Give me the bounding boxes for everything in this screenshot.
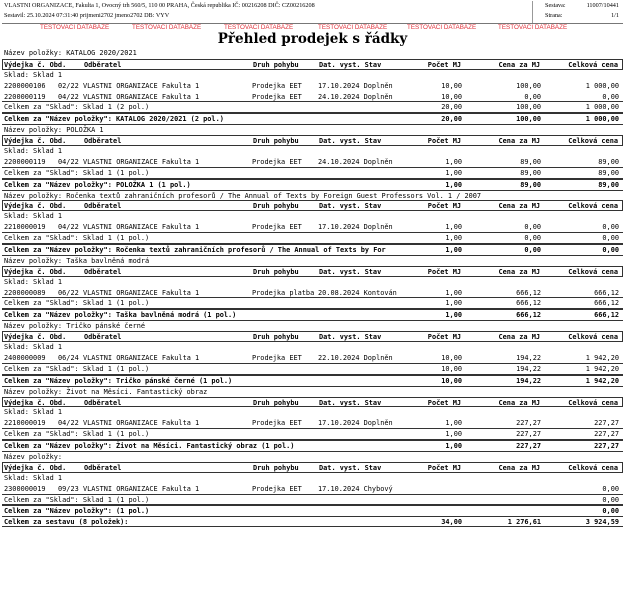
- col-date-state: Dat. vyst. Stav: [319, 60, 382, 69]
- col-total: Celková cena: [568, 333, 618, 342]
- total-cell: 227,27: [594, 442, 619, 451]
- unit-price-cell: 194,22: [516, 353, 541, 362]
- col-total: Celková cena: [568, 463, 618, 472]
- col-unit-price: Cena za MJ: [498, 137, 540, 146]
- unit-price-cell: 0,00: [524, 223, 541, 232]
- partner: VLASTNI ORGANIZACE Fakulta 1: [83, 157, 200, 166]
- column-header-row: [2, 266, 623, 277]
- partner: VLASTNI ORGANIZACE Fakulta 1: [83, 288, 200, 297]
- col-partner: Odběratel: [84, 398, 122, 407]
- warehouse-subtotal-label: Celkem za "Sklad": Sklad 1 (1 pol.): [4, 168, 150, 177]
- col-unit-price: Cena za MJ: [498, 333, 540, 342]
- warehouse-name: Sklad: Sklad 1: [4, 70, 63, 79]
- total-cell: 1 000,00: [585, 81, 619, 90]
- partner: VLASTNI ORGANIZACE Fakulta 1: [83, 484, 200, 493]
- item-group-label: [2, 124, 623, 135]
- period: 06/22: [58, 288, 79, 297]
- warehouse-subtotal-row: [2, 298, 623, 309]
- total-cell: 0,00: [602, 495, 619, 504]
- qty-cell: 1,00: [445, 430, 462, 439]
- qty-cell: 1,00: [445, 288, 462, 297]
- movement-type: Prodejka EET: [252, 223, 302, 232]
- warehouse-label: [2, 70, 623, 81]
- banner-label: TESTOVACI DATABÁZE: [407, 24, 477, 31]
- page-number-value: 1/1: [611, 12, 619, 19]
- col-total: Celková cena: [568, 202, 618, 211]
- unit-price-cell: 0,00: [524, 92, 541, 101]
- warehouse-label: [2, 211, 623, 222]
- period: 04/22: [58, 419, 79, 428]
- qty-cell: 1,00: [445, 157, 462, 166]
- qty-cell: 10,00: [441, 364, 462, 373]
- column-header-row: [2, 135, 623, 146]
- item-group-label: [2, 190, 623, 201]
- banner-label: TESTOVACI DATABÁZE: [224, 24, 294, 31]
- doc-number: 2200000119: [4, 157, 46, 166]
- item-subtotal-label: Celkem za "Název položky": Život na Měsíci. Fantastický obraz (1 pol.): [4, 442, 295, 451]
- col-qty: Počet MJ: [427, 463, 461, 472]
- total-cell: 3 924,59: [585, 518, 619, 527]
- report-header: [2, 1, 623, 24]
- warehouse-name: Sklad: Sklad 1: [4, 212, 63, 221]
- doc-number: 2300000019: [4, 484, 46, 493]
- movement-type: Prodejka EET: [252, 157, 302, 166]
- warehouse-name: Sklad: Sklad 1: [4, 408, 63, 417]
- doc-number: 2200000106: [4, 81, 46, 90]
- qty-cell: 1,00: [445, 223, 462, 232]
- partner: VLASTNI ORGANIZACE Fakulta 1: [83, 223, 200, 232]
- qty-cell: 1,00: [445, 246, 462, 255]
- unit-price-cell: 89,00: [520, 168, 541, 177]
- column-header-row: [2, 397, 623, 408]
- unit-price-cell: 666,12: [516, 299, 541, 308]
- item-subtotal-label: Celkem za "Název položky": POLOŽKA 1 (1 pol.): [4, 180, 191, 189]
- col-date-state: Dat. vyst. Stav: [319, 267, 382, 276]
- item-group-label: [2, 48, 623, 59]
- col-movement: Druh pohybu: [253, 398, 299, 407]
- item-name: Název položky: Tričko pánské černé: [4, 322, 146, 331]
- partner: VLASTNI ORGANIZACE Fakulta 1: [83, 81, 200, 90]
- partner: VLASTNI ORGANIZACE Fakulta 1: [83, 419, 200, 428]
- movement-type: Prodejka platba: [252, 288, 315, 297]
- col-doc: Výdejka č. Obd.: [4, 333, 67, 342]
- col-doc: Výdejka č. Obd.: [4, 137, 67, 146]
- col-total: Celková cena: [568, 137, 618, 146]
- date-state: 17.10.2024 Doplněn: [318, 223, 393, 232]
- item-subtotal-label: Celkem za "Název položky": Taška bavlněná modrá (1 pol.): [4, 311, 237, 320]
- report-number-value: 11007/10441: [586, 2, 619, 9]
- unit-price-cell: 227,27: [516, 430, 541, 439]
- col-total: Celková cena: [568, 398, 618, 407]
- warehouse-name: Sklad: Sklad 1: [4, 473, 63, 482]
- warehouse-subtotal-label: Celkem za "Sklad": Sklad 1 (2 pol.): [4, 103, 150, 112]
- item-group-label: [2, 320, 623, 331]
- warehouse-subtotal-label: Celkem za "Sklad": Sklad 1 (1 pol.): [4, 430, 150, 439]
- col-total: Celková cena: [568, 60, 618, 69]
- grand-total-label: Celkem za sestavu (8 položek):: [4, 518, 129, 527]
- total-cell: 0,00: [602, 484, 619, 493]
- col-qty: Počet MJ: [427, 137, 461, 146]
- col-unit-price: Cena za MJ: [498, 267, 540, 276]
- total-cell: 227,27: [594, 419, 619, 428]
- item-subtotal-label: Celkem za "Název položky": Ročenka textů zahraničních profesorů / The Annual of Texts by For: [4, 246, 386, 255]
- column-header-row: [2, 331, 623, 342]
- total-cell: 1 942,20: [585, 353, 619, 362]
- table-row: [2, 222, 623, 233]
- report-table: [2, 48, 623, 527]
- period: 02/22: [58, 81, 79, 90]
- report-page: [2, 1, 623, 527]
- col-unit-price: Cena za MJ: [498, 463, 540, 472]
- date-state: 17.10.2024 Chybový: [318, 484, 393, 493]
- qty-cell: 1,00: [445, 442, 462, 451]
- total-cell: 0,00: [602, 246, 619, 255]
- warehouse-name: Sklad: Sklad 1: [4, 147, 63, 156]
- col-movement: Druh pohybu: [253, 267, 299, 276]
- warehouse-subtotal-label: Celkem za "Sklad": Sklad 1 (1 pol.): [4, 495, 150, 504]
- movement-type: Prodejka EET: [252, 81, 302, 90]
- warehouse-subtotal-row: [2, 168, 623, 179]
- warehouse-subtotal-row: [2, 429, 623, 440]
- col-movement: Druh pohybu: [253, 202, 299, 211]
- item-name: Název položky: Ročenka textů zahraničních profesorů / The Annual of Texts by Foreign Guest Professors Vol. 1 / 2007: [4, 191, 482, 200]
- unit-price-cell: 227,27: [516, 442, 541, 451]
- test-database-banner: [2, 24, 623, 32]
- col-movement: Druh pohybu: [253, 60, 299, 69]
- header-divider: [532, 1, 533, 23]
- date-state: 17.10.2024 Doplněn: [318, 419, 393, 428]
- item-subtotal-row: [2, 375, 623, 386]
- col-qty: Počet MJ: [427, 202, 461, 211]
- col-partner: Odběratel: [84, 267, 122, 276]
- warehouse-name: Sklad: Sklad 1: [4, 277, 63, 286]
- warehouse-subtotal-row: [2, 364, 623, 375]
- total-cell: 1 942,20: [585, 364, 619, 373]
- col-date-state: Dat. vyst. Stav: [319, 137, 382, 146]
- report-title: Přehled prodejek s řádky: [217, 31, 408, 47]
- grand-total-row: [2, 516, 623, 527]
- unit-price-cell: 89,00: [520, 157, 541, 166]
- item-name: Název položky: POLOŽKA 1: [4, 126, 104, 135]
- item-subtotal-row: [2, 440, 623, 451]
- table-row: [2, 418, 623, 429]
- unit-price-cell: 89,00: [520, 180, 541, 189]
- warehouse-name: Sklad: Sklad 1: [4, 343, 63, 352]
- report-number-label: Sestava:: [545, 2, 566, 9]
- total-cell: 0,00: [602, 234, 619, 243]
- item-subtotal-label: Celkem za "Název položky": KATALOG 2020/2021 (2 pol.): [4, 115, 224, 124]
- col-doc: Výdejka č. Obd.: [4, 202, 67, 211]
- unit-price-cell: 666,12: [516, 311, 541, 320]
- item-subtotal-row: [2, 505, 623, 516]
- column-header-row: [2, 462, 623, 473]
- table-row: [2, 288, 623, 299]
- total-cell: 89,00: [598, 157, 619, 166]
- doc-number: 2210000019: [4, 419, 46, 428]
- banner-label: TESTOVACI DATABÁZE: [498, 24, 568, 31]
- unit-price-cell: 100,00: [516, 115, 541, 124]
- col-partner: Odběratel: [84, 60, 122, 69]
- col-movement: Druh pohybu: [253, 137, 299, 146]
- col-movement: Druh pohybu: [253, 463, 299, 472]
- col-date-state: Dat. vyst. Stav: [319, 202, 382, 211]
- warehouse-label: [2, 146, 623, 157]
- col-partner: Odběratel: [84, 137, 122, 146]
- period: 09/23: [58, 484, 79, 493]
- organization-line: VLASTNI ORGANIZACE, Fakulta 1, Ovocný trh 560/5, 110 00 PRAHA, Česká republika IČ: 00216208 DIČ: CZ00216208: [4, 2, 315, 9]
- col-date-state: Dat. vyst. Stav: [319, 463, 382, 472]
- col-unit-price: Cena za MJ: [498, 202, 540, 211]
- qty-cell: 1,00: [445, 180, 462, 189]
- total-cell: 666,12: [594, 288, 619, 297]
- qty-cell: 10,00: [441, 92, 462, 101]
- col-doc: Výdejka č. Obd.: [4, 398, 67, 407]
- qty-cell: 10,00: [441, 81, 462, 90]
- col-doc: Výdejka č. Obd.: [4, 267, 67, 276]
- warehouse-subtotal-row: [2, 495, 623, 506]
- qty-cell: 1,00: [445, 419, 462, 428]
- table-row: [2, 353, 623, 364]
- warehouse-subtotal-row: [2, 102, 623, 113]
- col-qty: Počet MJ: [427, 398, 461, 407]
- partner: VLASTNI ORGANIZACE Fakulta 1: [83, 353, 200, 362]
- period: 06/24: [58, 353, 79, 362]
- column-header-row: [2, 59, 623, 70]
- date-state: 20.08.2024 Kontován: [318, 288, 397, 297]
- item-subtotal-row: [2, 113, 623, 124]
- item-name: Název položky: KATALOG 2020/2021: [4, 49, 137, 57]
- total-cell: 0,00: [602, 507, 619, 516]
- col-unit-price: Cena za MJ: [498, 60, 540, 69]
- item-subtotal-label: Celkem za "Název položky": Tričko pánské černé (1 pol.): [4, 376, 233, 385]
- col-doc: Výdejka č. Obd.: [4, 463, 67, 472]
- col-partner: Odběratel: [84, 463, 122, 472]
- period: 04/22: [58, 157, 79, 166]
- warehouse-subtotal-label: Celkem za "Sklad": Sklad 1 (1 pol.): [4, 364, 150, 373]
- movement-type: Prodejka EET: [252, 484, 302, 493]
- item-name: Název položky: Taška bavlněná modrá: [4, 256, 150, 265]
- col-date-state: Dat. vyst. Stav: [319, 398, 382, 407]
- qty-cell: 10,00: [441, 376, 462, 385]
- unit-price-cell: 1 276,61: [507, 518, 541, 527]
- col-movement: Druh pohybu: [253, 333, 299, 342]
- qty-cell: 10,00: [441, 353, 462, 362]
- banner-label: TESTOVACI DATABÁZE: [40, 24, 110, 31]
- doc-number: 2200000089: [4, 288, 46, 297]
- warehouse-label: [2, 473, 623, 484]
- total-cell: 0,00: [602, 92, 619, 101]
- total-cell: 1 000,00: [585, 103, 619, 112]
- total-cell: 89,00: [598, 180, 619, 189]
- doc-number: 2210000019: [4, 223, 46, 232]
- warehouse-label: [2, 407, 623, 418]
- item-subtotal-row: [2, 179, 623, 190]
- item-subtotal-row: [2, 309, 623, 320]
- table-row: [2, 484, 623, 495]
- table-row: [2, 92, 623, 103]
- qty-cell: 20,00: [441, 103, 462, 112]
- date-state: 24.10.2024 Doplněn: [318, 157, 393, 166]
- unit-price-cell: 666,12: [516, 288, 541, 297]
- doc-number: 2200000119: [4, 92, 46, 101]
- qty-cell: 1,00: [445, 311, 462, 320]
- item-group-label: [2, 386, 623, 397]
- column-header-row: [2, 200, 623, 211]
- warehouse-subtotal-label: Celkem za "Sklad": Sklad 1 (1 pol.): [4, 299, 150, 308]
- item-group-label: [2, 451, 623, 462]
- warehouse-subtotal-row: [2, 233, 623, 244]
- total-cell: 1 942,20: [585, 376, 619, 385]
- col-qty: Počet MJ: [427, 333, 461, 342]
- unit-price-cell: 194,22: [516, 376, 541, 385]
- banner-label: TESTOVACI DATABÁZE: [318, 24, 388, 31]
- warehouse-subtotal-label: Celkem za "Sklad": Sklad 1 (1 pol.): [4, 234, 150, 243]
- unit-price-cell: 0,00: [524, 246, 541, 255]
- unit-price-cell: 100,00: [516, 103, 541, 112]
- warehouse-label: [2, 277, 623, 288]
- qty-cell: 1,00: [445, 234, 462, 243]
- date-state: 17.10.2024 Doplněn: [318, 81, 393, 90]
- total-cell: 666,12: [594, 311, 619, 320]
- col-qty: Počet MJ: [427, 267, 461, 276]
- period: 04/22: [58, 223, 79, 232]
- qty-cell: 1,00: [445, 299, 462, 308]
- item-name: Název položky:: [4, 452, 63, 461]
- item-group-label: [2, 255, 623, 266]
- unit-price-cell: 194,22: [516, 364, 541, 373]
- page-number-label: Strana:: [545, 12, 563, 19]
- table-row: [2, 157, 623, 168]
- total-cell: 0,00: [602, 223, 619, 232]
- unit-price-cell: 227,27: [516, 419, 541, 428]
- total-cell: 89,00: [598, 168, 619, 177]
- total-cell: 666,12: [594, 299, 619, 308]
- total-cell: 1 000,00: [585, 115, 619, 124]
- movement-type: Prodejka EET: [252, 419, 302, 428]
- doc-number: 2400000009: [4, 353, 46, 362]
- total-cell: 227,27: [594, 430, 619, 439]
- col-doc: Výdejka č. Obd.: [4, 60, 67, 69]
- qty-cell: 20,00: [441, 115, 462, 124]
- unit-price-cell: 0,00: [524, 234, 541, 243]
- col-total: Celková cena: [568, 267, 618, 276]
- col-date-state: Dat. vyst. Stav: [319, 333, 382, 342]
- col-unit-price: Cena za MJ: [498, 398, 540, 407]
- item-subtotal-label: Celkem za "Název položky": (1 pol.): [4, 507, 150, 516]
- date-state: 24.10.2024 Doplněn: [318, 92, 393, 101]
- col-partner: Odběratel: [84, 333, 122, 342]
- qty-cell: 1,00: [445, 168, 462, 177]
- partner: VLASTNI ORGANIZACE Fakulta 1: [83, 92, 200, 101]
- table-row: [2, 81, 623, 92]
- col-partner: Odběratel: [84, 202, 122, 211]
- movement-type: Prodejka EET: [252, 92, 302, 101]
- period: 04/22: [58, 92, 79, 101]
- warehouse-label: [2, 342, 623, 353]
- item-subtotal-row: [2, 244, 623, 255]
- banner-label: TESTOVACI DATABÁZE: [132, 24, 202, 31]
- movement-type: Prodejka EET: [252, 353, 302, 362]
- created-by-line: Sestavil: 25.10.2024 07:31:40 prijmeni2702 jmeno2702 DB: VYV: [4, 12, 170, 19]
- qty-cell: 34,00: [441, 518, 462, 527]
- col-qty: Počet MJ: [427, 60, 461, 69]
- date-state: 22.10.2024 Doplněn: [318, 353, 393, 362]
- unit-price-cell: 100,00: [516, 81, 541, 90]
- item-name: Název položky: Život na Měsíci. Fantastický obraz: [4, 387, 208, 396]
